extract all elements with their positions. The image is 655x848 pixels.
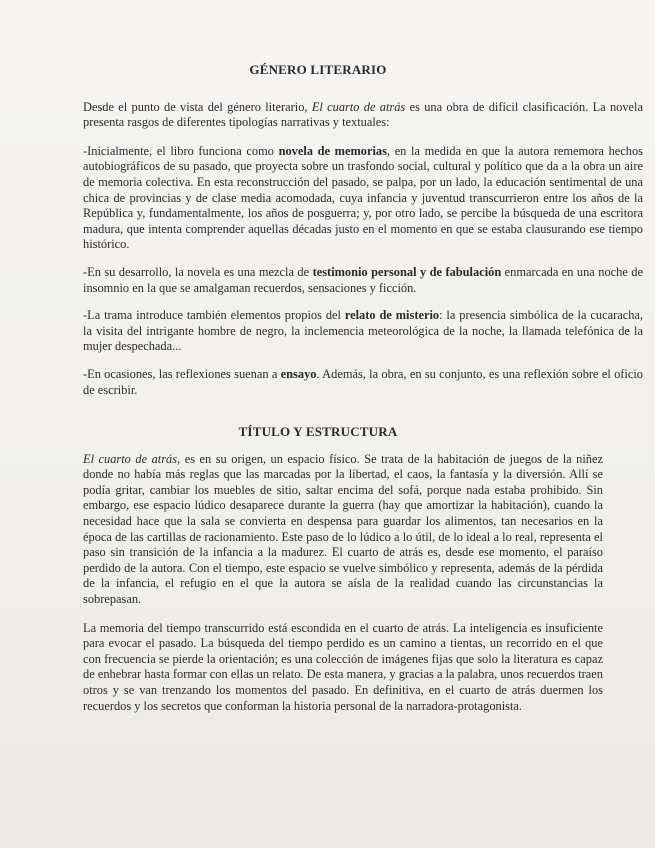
bullet-novela-de-memorias (83, 144, 643, 253)
bullet-relato-de-misterio (83, 308, 643, 355)
bullet4-text-start: -En ocasiones, las reflexiones suenan a (83, 366, 281, 381)
paragraph1-text: , es en su origen, un espacio físico. Se trata de la habitación de juegos de la niñez donde no había más reglas que las marcadas por la libertad, el caos, la fantasía y la diversión. Allí se podía gritar, cambiar los muebles de sitio, saltar encima del sofá, porque nada estaba prohibido. Sin embargo, ese espacio lúdico desaparece durante la guerra (hay que amortizar la habitación), cuando la necesidad hace que la sala se convierta en despensa para guardar los alimentos, tan necesarios en la época de las cartillas de racionamiento. Este paso de lo lúdico a lo útil, de lo ideal a lo real, representa el paso sin transición de la infancia a la madurez. El cuarto de atrás es, desde ese momento, el paraíso perdido de la autora. Con el tiempo, este espacio se vuelve simbólico y representa, además de la pérdida de la infancia, el refugio en el que la autora se aísla de la realidad cuando las circunstancias la sobrepasan. (83, 451, 604, 607)
bullet2-keyword: testimonio personal y de fabulación (312, 264, 502, 279)
bullet4-keyword: ensayo (280, 366, 317, 381)
bullet2-text-end: enmarcada en una noche de insomnio en la que se amalgaman recuerdos, sensaciones y ficción. (83, 264, 643, 295)
bullet3-text-start: -La trama introduce también elementos propios del (83, 308, 345, 323)
work-title-italic-2: El cuarto de atrás (83, 451, 178, 466)
bullet1-text-end: , en la medida en que la autora rememora hechos autobiográficos de su pasado, que proyecta sobre un trasfondo social, cultural y político que da a la obra un aire de memoria colectiva. En esta reconstrucción del pasado, se palpa, por un lado, la educación sentimental de una chica de provincias y de clase media acomodada, cuya infancia y juventud transcurrieron entre los años de la República y, fundamentalmente, los años de posguerra; y, por otro lado, se percibe la búsqueda de una escritora madura, que intenta comprender aquellas décadas justo en el momento en que se estaba clausurando ese tiempo histórico. (83, 143, 644, 252)
bullet2-text-start: -En su desarrollo, la novela es una mezcla de (83, 264, 313, 279)
document-content (83, 62, 643, 714)
bullet1-text-start: -Inicialmente, el libro funciona como (83, 143, 279, 158)
section-title-genero-literario: GÉNERO LITERARIO (249, 62, 387, 77)
paragraph-cuarto-de-atras (83, 452, 603, 608)
bullet1-keyword: novela de memorias (278, 143, 387, 158)
bullet-testimonio-personal (83, 265, 643, 296)
work-title-italic: El cuarto de atrás (311, 99, 406, 114)
intro-paragraph (83, 100, 643, 131)
bullet-ensayo (83, 367, 643, 398)
intro-text-end: es una obra de difícil clasificación. La novela presenta rasgos de diferentes tipologías narrativas y textuales: (83, 99, 643, 130)
section2-body (83, 452, 603, 715)
paragraph-memoria: La memoria del tiempo transcurrido está escondida en el cuarto de atrás. La inteligencia es insuficiente para evocar el pasado. La búsqueda del tiempo perdido es un camino a tientas, un recorrido en el que con frecuencia se pierde la orientación; es una colección de imágenes fijas que solo la literatura es capaz de enhebrar hasta formar con ellas un relato. De esta manera, y gracias a la palabra, unos recuerdos traen otros y se van trenzando los momentos del pasado. En definitiva, en el cuarto de atrás duermen los recuerdos y los secretos que conforman la historia personal de la narradora-protagonista. (83, 620, 603, 713)
section-title-titulo-y-estructura: TÍTULO Y ESTRUCTURA (238, 424, 398, 440)
bullet3-keyword: relato de misterio (344, 308, 440, 323)
bullet3-text-end: : la presencia simbólica de la cucaracha, la visita del intrigante hombre de negro, la inclemencia meteorológica de la noche, la llamada telefónica de la mujer despechada... (83, 308, 643, 354)
intro-text-start: Desde el punto de vista del género literario, (83, 99, 312, 114)
bullet4-text-end: . Además, la obra, en su conjunto, es una reflexión sobre el oficio de escribir. (83, 366, 643, 397)
